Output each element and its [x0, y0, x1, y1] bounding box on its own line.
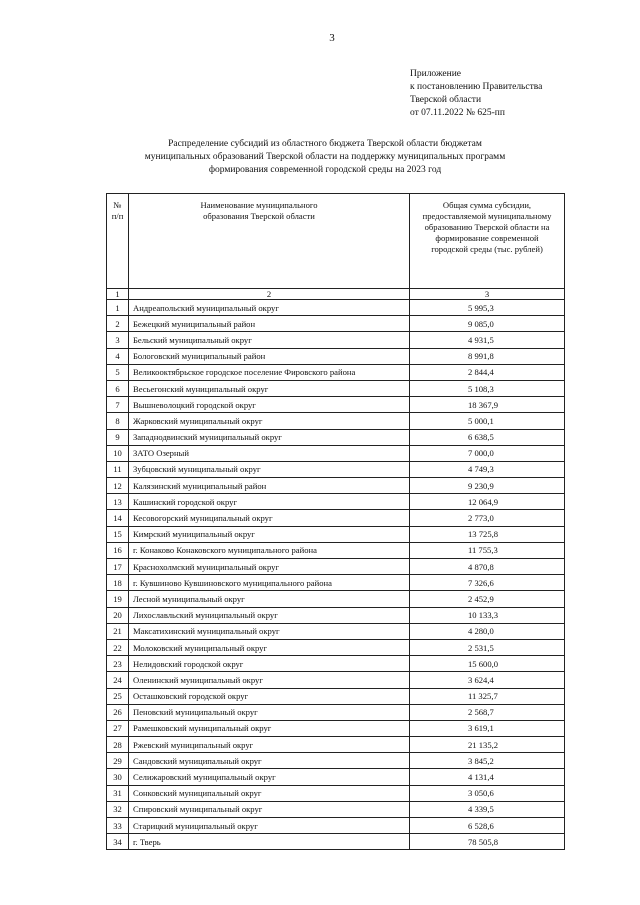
- table-row: [107, 559, 565, 575]
- row-number: 14: [107, 510, 129, 526]
- row-number: 3: [107, 332, 129, 348]
- row-number: 15: [107, 526, 129, 542]
- header-sum: Общая сумма субсидии, предоставляемой муниципальному образованию Тверской области на формирование современной городской среды (тыс. рублей): [410, 194, 565, 289]
- row-number: 12: [107, 478, 129, 494]
- row-number: 13: [107, 494, 129, 510]
- row-name: Максатихинский муниципальный округ: [129, 623, 410, 639]
- row-sum: 4 931,5: [410, 332, 565, 348]
- row-name: Лихославльский муниципальный округ: [129, 607, 410, 623]
- table-row: [107, 526, 565, 542]
- row-sum: 3 845,2: [410, 753, 565, 769]
- row-number: 22: [107, 639, 129, 655]
- row-number: 34: [107, 834, 129, 850]
- row-name: Великооктябрьское городское поселение Фировского района: [129, 364, 410, 380]
- row-name: Оленинский муниципальный округ: [129, 672, 410, 688]
- title-line: муниципальных образований Тверской области на поддержку муниципальных программ: [144, 152, 506, 162]
- row-name: Рамешковский муниципальный округ: [129, 720, 410, 736]
- row-sum: 3 050,6: [410, 785, 565, 801]
- row-sum: 12 064,9: [410, 494, 565, 510]
- appendix-line: к постановлению Правительства: [410, 82, 543, 92]
- row-name: Пеновский муниципальный округ: [129, 704, 410, 720]
- row-number: 4: [107, 348, 129, 364]
- row-number: 28: [107, 737, 129, 753]
- table-row: [107, 429, 565, 445]
- row-sum: 8 991,8: [410, 348, 565, 364]
- title-line: Распределение субсидий из областного бюджета Тверской области бюджетам: [168, 139, 482, 149]
- row-sum: 4 749,3: [410, 461, 565, 477]
- table-row: [107, 332, 565, 348]
- row-sum: 2 531,5: [410, 639, 565, 655]
- row-number: 25: [107, 688, 129, 704]
- row-number: 5: [107, 364, 129, 380]
- row-number: 8: [107, 413, 129, 429]
- row-name: Вышневолоцкий городской округ: [129, 397, 410, 413]
- table-row: [107, 300, 565, 316]
- row-name: Зубцовский муниципальный округ: [129, 461, 410, 477]
- row-sum: 18 367,9: [410, 397, 565, 413]
- appendix-line: Приложение: [410, 69, 461, 79]
- row-sum: 5 108,3: [410, 380, 565, 396]
- row-sum: 4 280,0: [410, 623, 565, 639]
- index-cell: 3: [410, 289, 565, 300]
- appendix-line: Тверской области: [410, 95, 482, 105]
- row-sum: 3 624,4: [410, 672, 565, 688]
- row-number: 17: [107, 559, 129, 575]
- row-sum: 4 131,4: [410, 769, 565, 785]
- row-sum: 9 085,0: [410, 316, 565, 332]
- table-row: [107, 720, 565, 736]
- row-name: Калязинский муниципальный район: [129, 478, 410, 494]
- row-number: 16: [107, 542, 129, 558]
- row-sum: 2 452,9: [410, 591, 565, 607]
- row-sum: 10 133,3: [410, 607, 565, 623]
- row-name: Осташковский городской округ: [129, 688, 410, 704]
- table-row: [107, 753, 565, 769]
- row-sum: 7 000,0: [410, 445, 565, 461]
- row-name: Сонковский муниципальный округ: [129, 785, 410, 801]
- table-row: [107, 607, 565, 623]
- row-name: Лесной муниципальный округ: [129, 591, 410, 607]
- row-name: Кашинский городской округ: [129, 494, 410, 510]
- row-name: Молоковский муниципальный округ: [129, 639, 410, 655]
- title-line: формирования современной городской среды на 2023 год: [208, 165, 442, 175]
- table-row: [107, 801, 565, 817]
- row-name: Кесовогорский муниципальный округ: [129, 510, 410, 526]
- row-number: 20: [107, 607, 129, 623]
- document-title: [120, 138, 530, 177]
- row-number: 1: [107, 300, 129, 316]
- table-row: [107, 639, 565, 655]
- table-row: [107, 461, 565, 477]
- row-name: Андреапольский муниципальный округ: [129, 300, 410, 316]
- row-name: Бологовский муниципальный район: [129, 348, 410, 364]
- row-name: Бежецкий муниципальный район: [129, 316, 410, 332]
- row-number: 7: [107, 397, 129, 413]
- row-number: 31: [107, 785, 129, 801]
- table-row: [107, 737, 565, 753]
- row-number: 30: [107, 769, 129, 785]
- header-number: № п/п: [107, 194, 129, 289]
- row-sum: 6 528,6: [410, 818, 565, 834]
- row-number: 26: [107, 704, 129, 720]
- table-row: [107, 397, 565, 413]
- row-name: Старицкий муниципальный округ: [129, 818, 410, 834]
- subsidy-table: [106, 193, 565, 850]
- row-number: 29: [107, 753, 129, 769]
- row-sum: 13 725,8: [410, 526, 565, 542]
- row-number: 33: [107, 818, 129, 834]
- row-sum: 9 230,9: [410, 478, 565, 494]
- table-row: [107, 348, 565, 364]
- table-row: [107, 688, 565, 704]
- table-index-row: [107, 289, 565, 300]
- row-number: 23: [107, 656, 129, 672]
- row-sum: 2 844,4: [410, 364, 565, 380]
- table-header-row: [107, 194, 565, 289]
- row-number: 21: [107, 623, 129, 639]
- row-number: 27: [107, 720, 129, 736]
- row-number: 10: [107, 445, 129, 461]
- row-name: Селижаровский муниципальный округ: [129, 769, 410, 785]
- row-name: ЗАТО Озерный: [129, 445, 410, 461]
- row-name: Кимрский муниципальный округ: [129, 526, 410, 542]
- table-row: [107, 542, 565, 558]
- row-name: г. Кувшиново Кувшиновского муниципального района: [129, 575, 410, 591]
- table-row: [107, 769, 565, 785]
- table-row: [107, 364, 565, 380]
- table-row: [107, 623, 565, 639]
- table-row: [107, 834, 565, 850]
- appendix-header: [410, 68, 542, 120]
- table-row: [107, 413, 565, 429]
- row-sum: 5 000,1: [410, 413, 565, 429]
- table-row: [107, 510, 565, 526]
- row-number: 19: [107, 591, 129, 607]
- row-sum: 4 339,5: [410, 801, 565, 817]
- row-sum: 6 638,5: [410, 429, 565, 445]
- row-sum: 78 505,8: [410, 834, 565, 850]
- row-sum: 2 773,0: [410, 510, 565, 526]
- row-name: Спировский муниципальный округ: [129, 801, 410, 817]
- row-name: Жарковский муниципальный округ: [129, 413, 410, 429]
- row-sum: 21 135,2: [410, 737, 565, 753]
- table-row: [107, 575, 565, 591]
- row-sum: 7 326,6: [410, 575, 565, 591]
- row-name: Весьегонский муниципальный округ: [129, 380, 410, 396]
- row-sum: 2 568,7: [410, 704, 565, 720]
- row-name: г. Конаково Конаковского муниципального района: [129, 542, 410, 558]
- row-number: 18: [107, 575, 129, 591]
- row-sum: 11 755,3: [410, 542, 565, 558]
- table-row: [107, 380, 565, 396]
- row-sum: 3 619,1: [410, 720, 565, 736]
- row-number: 24: [107, 672, 129, 688]
- index-cell: 2: [129, 289, 410, 300]
- row-number: 2: [107, 316, 129, 332]
- table-row: [107, 478, 565, 494]
- table-row: [107, 672, 565, 688]
- row-name: Сандовский муниципальный округ: [129, 753, 410, 769]
- table-row: [107, 818, 565, 834]
- row-name: Западнодвинский муниципальный округ: [129, 429, 410, 445]
- table-row: [107, 494, 565, 510]
- row-number: 11: [107, 461, 129, 477]
- index-cell: 1: [107, 289, 129, 300]
- row-number: 9: [107, 429, 129, 445]
- row-sum: 4 870,8: [410, 559, 565, 575]
- table-row: [107, 656, 565, 672]
- table-row: [107, 316, 565, 332]
- table-row: [107, 785, 565, 801]
- header-name: Наименование муниципального образования Тверской области: [129, 194, 410, 289]
- table-row: [107, 591, 565, 607]
- row-name: Бельский муниципальный округ: [129, 332, 410, 348]
- row-name: Нелидовский городской округ: [129, 656, 410, 672]
- appendix-line: от 07.11.2022 № 625-пп: [410, 108, 505, 118]
- row-sum: 15 600,0: [410, 656, 565, 672]
- row-number: 32: [107, 801, 129, 817]
- row-name: Краснохолмский муниципальный округ: [129, 559, 410, 575]
- page-number: 3: [329, 32, 335, 44]
- row-number: 6: [107, 380, 129, 396]
- row-sum: 5 995,3: [410, 300, 565, 316]
- table-row: [107, 704, 565, 720]
- row-name: Ржевский муниципальный округ: [129, 737, 410, 753]
- table-row: [107, 445, 565, 461]
- row-sum: 11 325,7: [410, 688, 565, 704]
- row-name: г. Тверь: [129, 834, 410, 850]
